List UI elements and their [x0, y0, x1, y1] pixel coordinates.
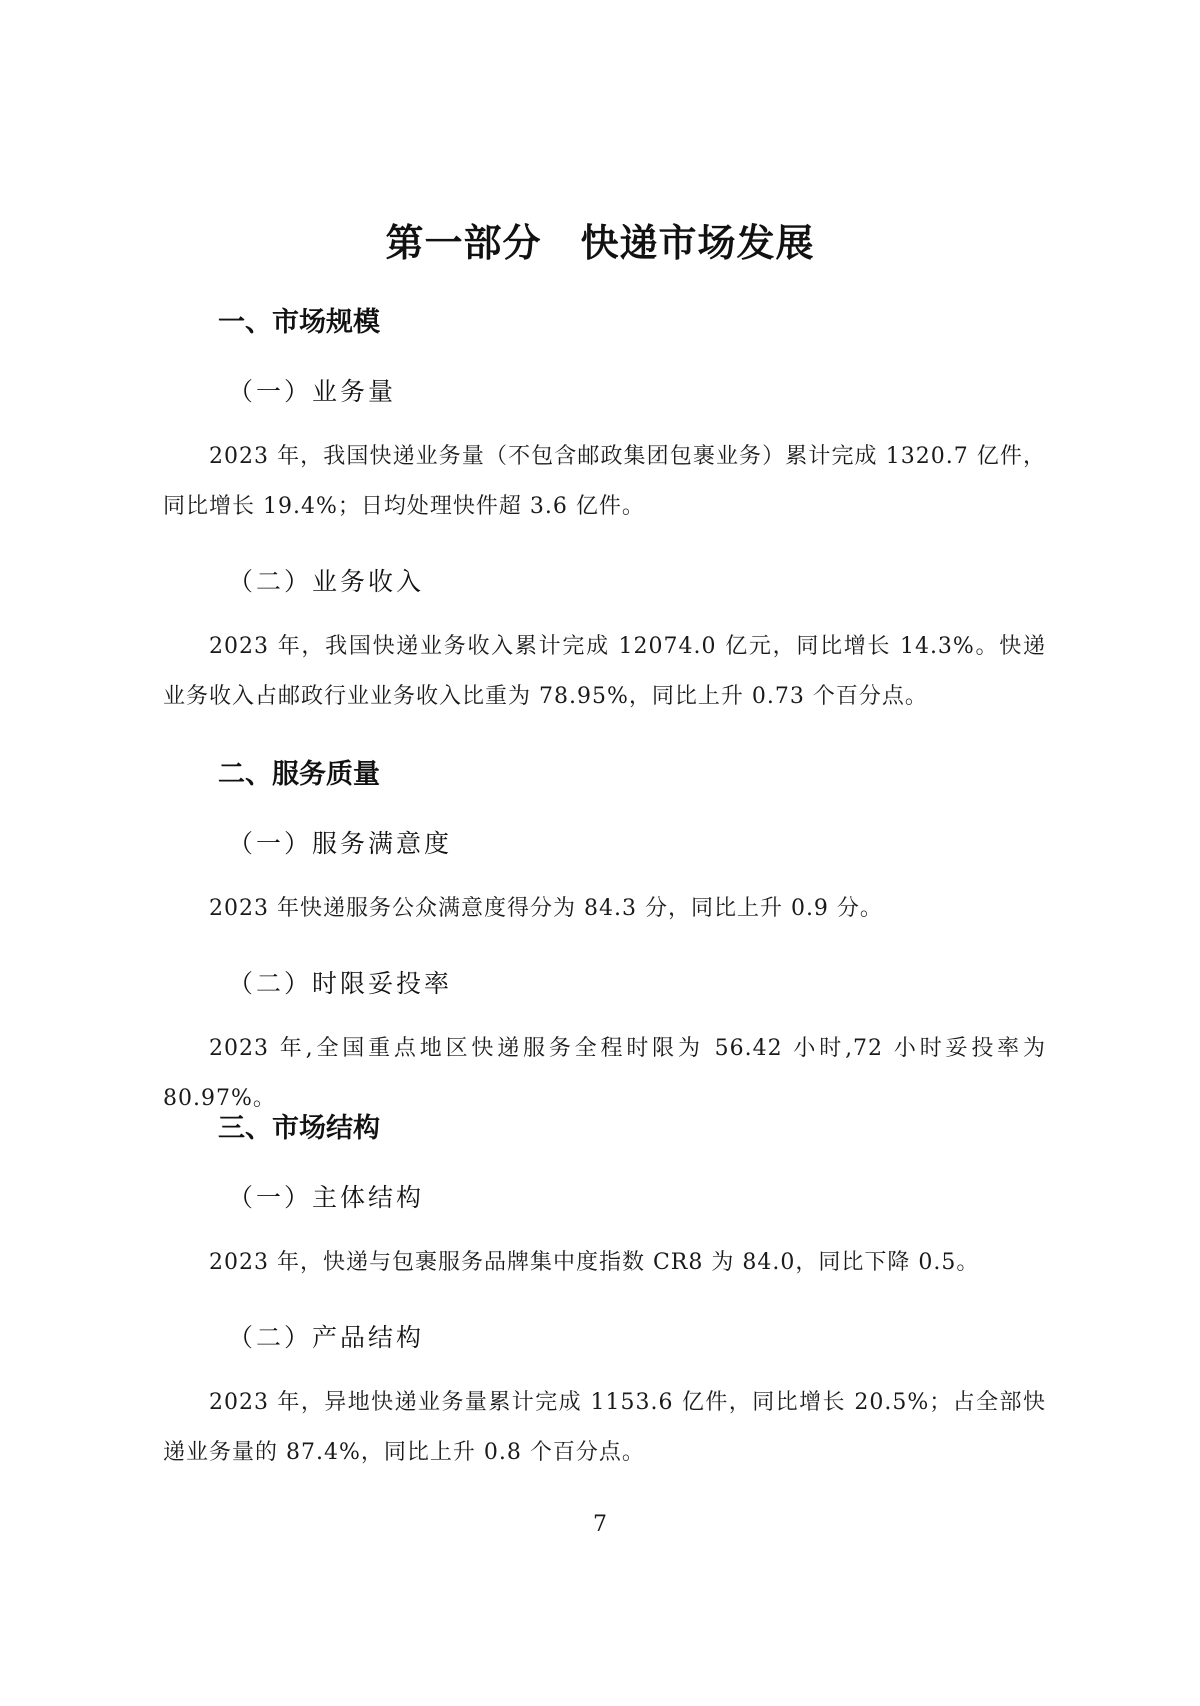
section-heading-service-quality: 二、服务质量	[218, 759, 380, 790]
subsection-heading-delivery-rate: （二）时限妥投率	[228, 969, 453, 998]
paragraph-delivery-rate: 2023 年,全国重点地区快递服务全程时限为 56.42 小时,72 小时妥投率为 80.97%。	[163, 1036, 1046, 1111]
paragraph-entity-structure: 2023 年，快递与包裹服务品牌集中度指数 CR8 为 84.0，同比下降 0.5。	[209, 1250, 980, 1275]
paragraph-business-revenue: 2023 年，我国快递业务收入累计完成 12074.0 亿元，同比增长 14.3%。快递业务收入占邮政行业业务收入比重为 78.95%，同比上升 0.73 个百分点。	[163, 634, 1046, 709]
section-heading-market-scale: 一、市场规模	[218, 307, 380, 338]
paragraph-satisfaction: 2023 年快递服务公众满意度得分为 84.3 分，同比上升 0.9 分。	[209, 896, 883, 921]
page-title: 第一部分 快递市场发展	[385, 220, 815, 265]
subsection-heading-business-revenue: （二）业务收入	[228, 567, 425, 596]
paragraph-product-structure: 2023 年，异地快递业务量累计完成 1153.6 亿件，同比增长 20.5%；占全部快递业务量的 87.4%，同比上升 0.8 个百分点。	[163, 1390, 1046, 1465]
paragraph-business-volume: 2023 年，我国快递业务量（不包含邮政集团包裹业务）累计完成 1320.7 亿件，同比增长 19.4%；日均处理快件超 3.6 亿件。	[163, 444, 1046, 519]
section-heading-market-structure: 三、市场结构	[218, 1113, 380, 1144]
subsection-heading-entity-structure: （一）主体结构	[228, 1183, 425, 1212]
subsection-heading-satisfaction: （一）服务满意度	[228, 829, 453, 858]
subsection-heading-product-structure: （二）产品结构	[228, 1323, 425, 1352]
page-number: 7	[593, 1512, 607, 1537]
subsection-heading-business-volume: （一）业务量	[228, 377, 397, 406]
